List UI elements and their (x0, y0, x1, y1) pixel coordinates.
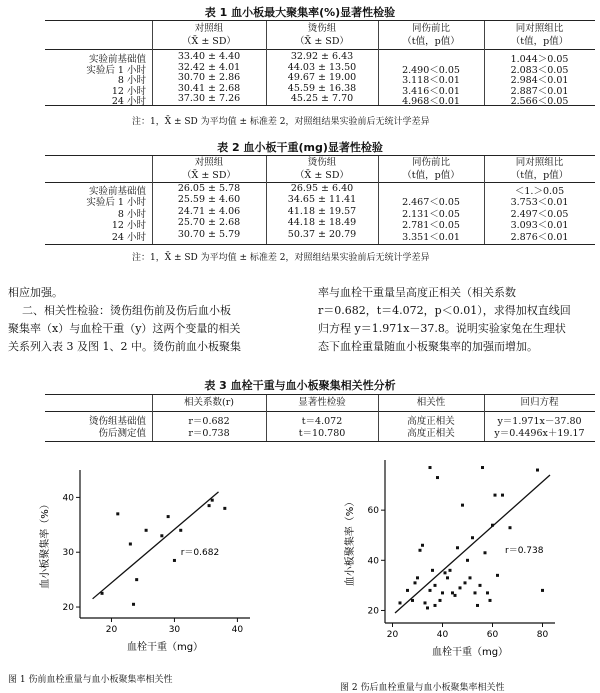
data-point (464, 581, 467, 584)
figure1-plot-area (38, 470, 250, 653)
data-point (135, 578, 138, 581)
data-point (501, 494, 504, 497)
table1-header-burn: 烫伤组 （X̄ ± SD） (295, 23, 349, 47)
data-point (494, 494, 497, 497)
table-cell: 1.044＞0.05 (510, 54, 569, 65)
data-point (424, 601, 427, 604)
body-line: 相应加强。 (8, 286, 63, 299)
body-line: 关系列入表 3 及图 1、2 中。烫伤前血小板聚集 (8, 340, 241, 353)
data-point (441, 591, 444, 594)
data-point (429, 589, 432, 592)
data-point (444, 571, 447, 574)
row-label: 实验后 1 小时 (86, 64, 146, 76)
y-tick-label: 20 (367, 606, 379, 617)
data-point (466, 559, 469, 562)
table-cell: 3.093＜0.01 (510, 220, 569, 232)
data-point (456, 546, 459, 549)
data-point (434, 604, 437, 607)
data-point (476, 604, 479, 607)
x-tick-label: 40 (231, 625, 244, 635)
table-cell: 2.984＜0.01 (510, 75, 569, 87)
figure2-scatter-plot (330, 452, 595, 662)
row-label: 实验后 1 小时 (86, 197, 146, 209)
regression-line (395, 475, 550, 613)
data-point (484, 551, 487, 554)
row-label: 实验前基础值 (88, 186, 146, 197)
x-tick-label: 80 (536, 630, 549, 640)
table1-header-vs-control: 同对照组比 （t值，p值） (510, 23, 569, 47)
y-tick-label: 30 (62, 548, 74, 559)
table-cell: 26.95 ± 6.40 (290, 183, 354, 194)
table3-header-corr: 相关性 (416, 397, 446, 408)
table2-header-vs-pre: 同伤前比 （t值，p值） (402, 157, 460, 181)
row-label: 8 小时 (117, 75, 146, 87)
table-cell: 2.083＜0.05 (510, 64, 569, 76)
data-point (416, 576, 419, 579)
table-cell: 4.968＜0.01 (402, 96, 460, 108)
data-point (101, 592, 104, 595)
row-label: 实验前基础值 (88, 54, 146, 65)
table-cell: r＝0.738 (188, 428, 230, 439)
data-point (536, 469, 539, 472)
figure2-caption: 图 2 伤后血栓重量与血小板聚集率相关性 (340, 683, 505, 693)
table-cell: 2.490＜0.05 (402, 64, 460, 76)
row-label: 24 小时 (111, 96, 146, 108)
data-point (486, 591, 489, 594)
data-point (421, 544, 424, 547)
figure1-caption: 图 1 伤前血栓重量与血小板聚集率相关性 (8, 675, 173, 685)
body-line: 二、相关性检验：烫伤组伤前及伤后血小板 (8, 304, 231, 317)
data-point (431, 569, 434, 572)
table-cell: 3.351＜0.01 (402, 231, 460, 243)
data-point (211, 499, 214, 502)
table-cell: ＜1.＞0.05 (514, 186, 565, 197)
table2-header-burn: 烫伤组 （X̄ ± SD） (295, 157, 349, 181)
x-tick-label: 60 (486, 630, 499, 640)
x-axis-label: 血栓干重（mg） (126, 642, 204, 653)
table-cell: 2.781＜0.05 (402, 220, 460, 232)
data-point (471, 536, 474, 539)
r-annotation: r＝0.682 (180, 547, 220, 558)
x-tick-label: 20 (105, 625, 118, 635)
table3-header-sig: 显著性检验 (298, 397, 346, 408)
body-line: 聚集率（x）与血栓干重（y）这两个变量的相关 (8, 322, 241, 335)
table1-header-vs-pre: 同伤前比 （t值，p值） (402, 23, 460, 47)
row-label: 12 小时 (111, 220, 146, 232)
table-cell: 2.497＜0.05 (510, 208, 569, 220)
data-point (173, 559, 176, 562)
table-cell: t＝10.780 (298, 428, 346, 439)
table-cell: 2.876＜0.01 (510, 231, 569, 243)
data-point (449, 569, 452, 572)
table-cell: 2.887＜0.01 (510, 85, 569, 97)
y-tick-label: 40 (62, 493, 74, 504)
table-cell: t＝4.072 (301, 416, 343, 427)
table2-note: 注：1，X̄ ± SD 为平均值 ± 标准差 2，对照组结果实验前后无统计学差异 (132, 253, 430, 263)
table-cell: 3.753＜0.01 (510, 197, 569, 209)
data-point (208, 504, 211, 507)
table2 (45, 155, 595, 245)
data-point (414, 581, 417, 584)
data-point (491, 524, 494, 527)
table1-header-control: 对照组 （X̄ ± SD） (182, 23, 236, 47)
data-point (426, 606, 429, 609)
data-point (496, 574, 499, 577)
data-point (434, 584, 437, 587)
data-point (489, 599, 492, 602)
y-tick-label: 40 (367, 556, 379, 567)
table-cell: 50.37 ± 20.79 (287, 228, 357, 240)
table-cell: 44.03 ± 13.50 (287, 61, 357, 73)
row-label: 伤后测定值 (98, 428, 146, 439)
table-cell: 24.71 ± 4.06 (177, 205, 241, 217)
data-point (429, 466, 432, 469)
figure1-scatter-plot (20, 452, 290, 657)
body-line: 态下血栓重量随血小板聚集率的加强而增加。 (318, 340, 538, 353)
table2-header-control: 对照组 （X̄ ± SD） (182, 157, 236, 181)
data-point (116, 512, 119, 515)
table-cell: 45.25 ± 7.70 (290, 93, 354, 105)
data-point (223, 507, 226, 510)
data-point (167, 515, 170, 518)
data-point (129, 543, 132, 546)
table1-note: 注：1，X̄ ± SD 为平均值 ± 标准差 2，对照组结果实验前后无统计学差异 (132, 117, 430, 127)
table3 (45, 394, 595, 442)
data-point (160, 534, 163, 537)
body-line: 归方程 y＝1.971x－37.8。说明实验家兔在生理状 (318, 322, 566, 335)
table3-header-regression: 回归方程 (520, 397, 559, 408)
table-cell: 49.67 ± 19.00 (287, 72, 357, 84)
x-tick-label: 40 (436, 630, 449, 640)
data-point (419, 549, 422, 552)
y-tick-label: 20 (62, 603, 74, 614)
table-cell: 30.41 ± 2.68 (177, 82, 241, 94)
table-cell: 25.59 ± 4.60 (177, 194, 241, 206)
table-cell: 32.92 ± 6.43 (290, 51, 354, 62)
data-point (459, 586, 462, 589)
table-cell: 3.118＜0.01 (402, 75, 460, 87)
table-cell: 30.70 ± 5.79 (177, 228, 241, 240)
data-point (406, 589, 409, 592)
data-point (179, 529, 182, 532)
data-point (509, 526, 512, 529)
row-label: 12 小时 (111, 85, 146, 97)
table-cell: y＝1.971x－37.80 (497, 416, 582, 427)
table-cell: 34.65 ± 11.41 (287, 194, 357, 206)
body-text-left (8, 284, 298, 356)
row-label: 8 小时 (117, 208, 146, 220)
body-line: r＝0.682，t＝4.072，p＜0.01），求得加权直线回 (318, 304, 571, 317)
table-cell: 2.566＜0.05 (510, 96, 569, 108)
table-cell: 25.70 ± 2.68 (177, 217, 241, 229)
table-cell: 2.467＜0.05 (402, 197, 460, 209)
table-cell: 45.59 ± 16.38 (287, 82, 357, 94)
table3-header-r: 相关系数(r) (184, 397, 234, 408)
figure2-plot-area (343, 460, 555, 658)
x-axis-label: 血栓干重（mg） (431, 647, 509, 658)
x-tick-label: 20 (386, 630, 399, 640)
table1-caption: 表 1 血小板最大聚集率(%)显著性检验 (204, 6, 396, 19)
data-point (145, 529, 148, 532)
data-point (132, 603, 135, 606)
table-cell: 41.18 ± 19.57 (287, 205, 357, 217)
data-point (411, 599, 414, 602)
data-point (479, 584, 482, 587)
data-point (436, 476, 439, 479)
data-point (454, 594, 457, 597)
data-point (446, 576, 449, 579)
y-axis-label: 血小板聚集率（%） (40, 499, 51, 589)
data-point (541, 589, 544, 592)
table1 (45, 20, 595, 106)
data-point (469, 576, 472, 579)
table-cell: 32.42 ± 4.01 (177, 61, 241, 73)
y-tick-label: 60 (367, 506, 379, 517)
table-cell: 44.18 ± 18.49 (287, 217, 357, 229)
regression-line (93, 492, 219, 599)
data-point (399, 601, 402, 604)
table2-caption: 表 2 血小板干重(mg)显著性检验 (217, 141, 383, 154)
r-annotation: r＝0.738 (505, 545, 544, 556)
table-cell: r＝0.682 (188, 416, 230, 427)
table-cell: 2.131＜0.05 (402, 208, 460, 220)
table-cell: 高度正相关 (407, 428, 455, 439)
body-line: 率与血栓干重量呈高度正相关（相关系数 (318, 286, 516, 299)
table-cell: 26.05 ± 5.78 (177, 183, 241, 194)
body-text-right (318, 284, 598, 356)
row-label: 24 小时 (111, 231, 146, 243)
data-point (439, 599, 442, 602)
table-cell: 37.30 ± 7.26 (177, 93, 241, 105)
data-point (461, 504, 464, 507)
table-cell: 33.40 ± 4.40 (177, 51, 241, 62)
table-cell: 高度正相关 (407, 416, 455, 427)
y-axis-label: 血小板聚集率（%） (345, 496, 356, 587)
row-label: 烫伤组基础值 (88, 416, 146, 427)
x-tick-label: 30 (168, 625, 181, 635)
table-cell: y＝0.4496x＋19.17 (494, 428, 585, 439)
table2-header-vs-control: 同对照组比 （t值，p值） (510, 157, 569, 181)
data-point (474, 591, 477, 594)
table3-caption: 表 3 血栓干重与血小板聚集相关性分析 (204, 379, 396, 392)
table-cell: 3.416＜0.01 (402, 85, 460, 97)
table-cell: 30.70 ± 2.86 (177, 72, 241, 84)
data-point (481, 466, 484, 469)
